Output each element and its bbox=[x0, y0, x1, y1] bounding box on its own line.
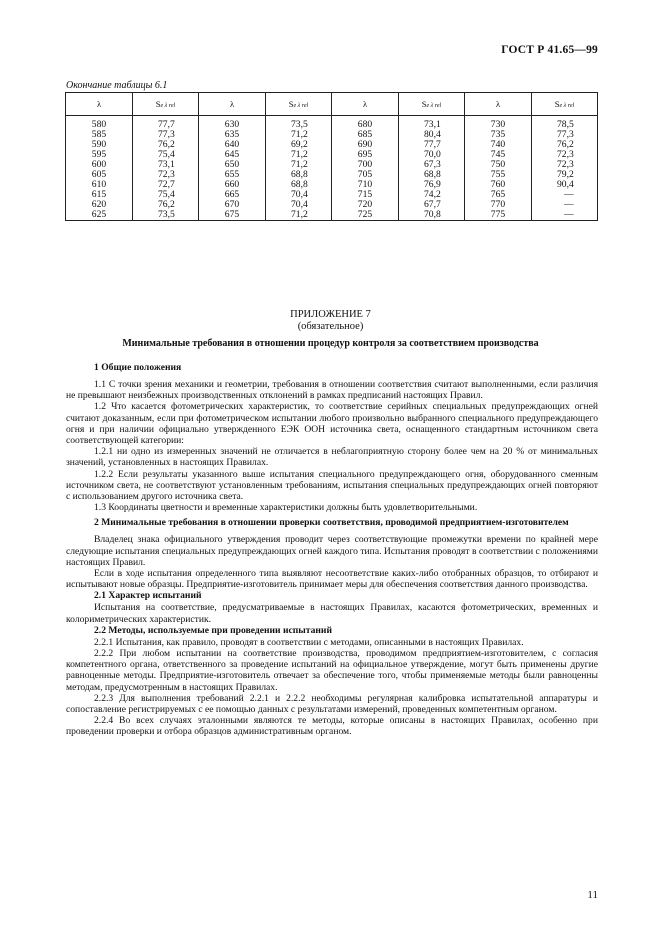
paragraph-1-2-1: 1.2.1 ни одно из измеренных значений не отличается в неблагоприятную сторону более чем на 20 % от минимальных значений, установленных в настоящих Правилах. bbox=[66, 446, 598, 469]
header-s-rel: Se λ rel bbox=[133, 93, 199, 116]
table-cell-s-rel: 80,4 bbox=[399, 130, 465, 140]
document-body bbox=[66, 362, 598, 738]
table-cell-s-rel: — bbox=[532, 200, 598, 210]
table-cell-lambda: 770 bbox=[465, 200, 532, 210]
table-cell-s-rel: 78,5 bbox=[532, 116, 598, 131]
table-cell-s-rel: 70,4 bbox=[266, 200, 332, 210]
section-2-title: 2 Минимальные требования в отношении проверки соответствия, проводимой предприятием-изготовителем bbox=[94, 517, 569, 529]
table-cell-lambda: 585 bbox=[66, 130, 133, 140]
table-cell-s-rel: 70,4 bbox=[266, 190, 332, 200]
table-row bbox=[66, 180, 598, 190]
table-cell-s-rel: 76,2 bbox=[133, 200, 199, 210]
page-number: 11 bbox=[587, 889, 598, 901]
table-cell-s-rel: 72,3 bbox=[532, 150, 598, 160]
spectral-table bbox=[65, 92, 598, 221]
table-cell-lambda: 750 bbox=[465, 160, 532, 170]
table-cell-s-rel: 68,8 bbox=[266, 180, 332, 190]
table-cell-s-rel: 75,4 bbox=[133, 150, 199, 160]
table-cell-lambda: 695 bbox=[332, 150, 399, 160]
annex-title: ПРИЛОЖЕНИЕ 7 bbox=[290, 309, 371, 320]
table-cell-lambda: 720 bbox=[332, 200, 399, 210]
paragraph-1-3: 1.3 Координаты цветности и временные характеристики должны быть удовлетворительными. bbox=[94, 502, 478, 514]
table-cell-s-rel: 77,7 bbox=[133, 116, 199, 131]
annex-subtitle: (обязательное) bbox=[297, 321, 364, 332]
table-cell-lambda: 625 bbox=[66, 210, 133, 221]
table-cell-lambda: 710 bbox=[332, 180, 399, 190]
paragraph-1-2-2: 1.2.2 Если результаты указанного выше испытания специального предупреждающего огня, оборудованного сменным источником света, не соответствуют установленным требованиям, испытания специальных предупреждающих огней повторяют с использованием другого источника света. bbox=[66, 468, 598, 503]
table-cell-lambda: 655 bbox=[199, 170, 266, 180]
section-2-2-title: 2.2 Методы, используемые при проведении испытаний bbox=[94, 624, 332, 636]
table-cell-lambda: 735 bbox=[465, 130, 532, 140]
table-cell-s-rel: 71,2 bbox=[266, 150, 332, 160]
table-row bbox=[66, 200, 598, 210]
table-cell-lambda: 705 bbox=[332, 170, 399, 180]
table-cell-s-rel: 77,3 bbox=[133, 130, 199, 140]
table-cell-lambda: 595 bbox=[66, 150, 133, 160]
annex-heading: Минимальные требования в отношении процедур контроля за соответствием производства bbox=[122, 338, 539, 349]
table-cell-lambda: 620 bbox=[66, 200, 133, 210]
table-cell-s-rel: 67,7 bbox=[399, 200, 465, 210]
table-cell-s-rel: 76,2 bbox=[532, 140, 598, 150]
table-caption: Окончание таблицы 6.1 bbox=[66, 80, 168, 91]
table-cell-lambda: 675 bbox=[199, 210, 266, 221]
table-cell-lambda: 650 bbox=[199, 160, 266, 170]
table-cell-s-rel: 73,1 bbox=[399, 116, 465, 131]
table-cell-s-rel: 70,8 bbox=[399, 210, 465, 221]
table-cell-lambda: 605 bbox=[66, 170, 133, 180]
table-cell-lambda: 680 bbox=[332, 116, 399, 131]
paragraph-1-2: 1.2 Что касается фотометрических характеристик, то соответствие серийных специальных предупреждающих огней считают доказанным, если при фотометрическом испытании любого произвольно выбранного специального предупреждающего огня и при наличии официально утвержденного ЕЭК ООН источника света, оснащенного стандартным источником света соответствующей категории: bbox=[66, 401, 598, 447]
table-cell-lambda: 740 bbox=[465, 140, 532, 150]
table-cell-s-rel: 77,3 bbox=[532, 130, 598, 140]
table-cell-lambda: 645 bbox=[199, 150, 266, 160]
header-lambda: λ bbox=[66, 93, 133, 116]
table-cell-lambda: 690 bbox=[332, 140, 399, 150]
table-cell-lambda: 660 bbox=[199, 180, 266, 190]
paragraph-2-a: Владелец знака официального утверждения проводит через соответствующие промежутки времени по крайней мере следующие испытания специальных предупреждающих огней каждого типа. Испытания проводят в соответствии с положениями настоящих Правил. bbox=[66, 534, 598, 568]
table-cell-s-rel: 72,3 bbox=[133, 170, 199, 180]
table-row bbox=[66, 130, 598, 140]
table-cell-s-rel: 69,2 bbox=[266, 140, 332, 150]
section-1-title: 1 Общие положения bbox=[94, 362, 182, 373]
table-cell-lambda: 600 bbox=[66, 160, 133, 170]
table-cell-lambda: 775 bbox=[465, 210, 532, 221]
paragraph-2-2-4: 2.2.4 Во всех случаях эталонными являются те методы, которые описаны в настоящих Правилах, особенно при проведении проверки и отбора образцов административным органом. bbox=[66, 715, 598, 738]
table-cell-lambda: 730 bbox=[465, 116, 532, 131]
paragraph-1-1: 1.1 С точки зрения механики и геометрии, требования в отношении соответствия считают выполненными, если различия не превышают неизбежных производственных отклонений в рамках предписаний настоящих Правил. bbox=[66, 379, 598, 402]
annex-label bbox=[0, 309, 661, 333]
table-cell-s-rel: 73,1 bbox=[133, 160, 199, 170]
header-lambda: λ bbox=[465, 93, 532, 116]
header-s-rel: Se λ rel bbox=[532, 93, 598, 116]
table-cell-lambda: 615 bbox=[66, 190, 133, 200]
table-cell-s-rel: 72,7 bbox=[133, 180, 199, 190]
table-cell-s-rel: 76,2 bbox=[133, 140, 199, 150]
paragraph-2-b: Если в ходе испытания определенного типа выявляют несоответствие каких-либо отобранных образцов, то отбирают и испытывают новые образцы. Предприятие-изготовитель принимает меры для обеспечения соответствия данного производства. bbox=[66, 568, 598, 591]
standard-number: ГОСТ Р 41.65—99 bbox=[501, 44, 598, 56]
table-cell-lambda: 760 bbox=[465, 180, 532, 190]
table-cell-s-rel: 72,3 bbox=[532, 160, 598, 170]
table-header-row bbox=[66, 93, 598, 116]
table-cell-lambda: 630 bbox=[199, 116, 266, 131]
header-lambda: λ bbox=[332, 93, 399, 116]
table-cell-lambda: 610 bbox=[66, 180, 133, 190]
paragraph-2-2-3: 2.2.3 Для выполнения требований 2.2.1 и 2.2.2 необходимы регулярная калибровка испытательной аппаратуры и сопоставление регистрируемых с ее помощью данных с результатами измерений, проведенных компетентным органом. bbox=[66, 692, 598, 716]
header-s-rel: Se λ rel bbox=[266, 93, 332, 116]
table-cell-lambda: 670 bbox=[199, 200, 266, 210]
table-cell-lambda: 580 bbox=[66, 116, 133, 131]
table-row bbox=[66, 170, 598, 180]
header-lambda: λ bbox=[199, 93, 266, 116]
table-cell-lambda: 715 bbox=[332, 190, 399, 200]
table-cell-s-rel: 67,3 bbox=[399, 160, 465, 170]
table-row bbox=[66, 150, 598, 160]
table-cell-lambda: 685 bbox=[332, 130, 399, 140]
table-cell-lambda: 590 bbox=[66, 140, 133, 150]
header-s-rel: Se λ rel bbox=[399, 93, 465, 116]
table-cell-s-rel: 90,4 bbox=[532, 180, 598, 190]
table-cell-s-rel: — bbox=[532, 210, 598, 221]
table-cell-s-rel: 73,5 bbox=[133, 210, 199, 221]
paragraph-2-1: Испытания на соответствие, предусматриваемые в настоящих Правилах, касаются фотометрических, временных и колориметрических характеристик. bbox=[66, 602, 598, 625]
table-cell-lambda: 725 bbox=[332, 210, 399, 221]
table-cell-s-rel: 74,2 bbox=[399, 190, 465, 200]
table-cell-s-rel: 75,4 bbox=[133, 190, 199, 200]
table-cell-lambda: 665 bbox=[199, 190, 266, 200]
table-cell-s-rel: 71,2 bbox=[266, 130, 332, 140]
table-row bbox=[66, 116, 598, 131]
table-row bbox=[66, 160, 598, 170]
table-body bbox=[66, 116, 598, 221]
table-cell-lambda: 635 bbox=[199, 130, 266, 140]
table-cell-s-rel: 79,2 bbox=[532, 170, 598, 180]
table-cell-lambda: 765 bbox=[465, 190, 532, 200]
table-cell-lambda: 700 bbox=[332, 160, 399, 170]
section-2-1-title: 2.1 Характер испытаний bbox=[94, 590, 202, 602]
table-cell-s-rel: 71,2 bbox=[266, 160, 332, 170]
table-cell-s-rel: 68,8 bbox=[399, 170, 465, 180]
table-row bbox=[66, 140, 598, 150]
table-cell-s-rel: 71,2 bbox=[266, 210, 332, 221]
table-cell-s-rel: 76,9 bbox=[399, 180, 465, 190]
table-cell-s-rel: 77,7 bbox=[399, 140, 465, 150]
table-cell-lambda: 745 bbox=[465, 150, 532, 160]
table-cell-lambda: 640 bbox=[199, 140, 266, 150]
table-row bbox=[66, 210, 598, 221]
table-cell-lambda: 755 bbox=[465, 170, 532, 180]
table-row bbox=[66, 190, 598, 200]
table-cell-s-rel: 70,0 bbox=[399, 150, 465, 160]
paragraph-2-2-2: 2.2.2 При любом испытании на соответствие производства, проводимом предприятием-изготовителем, с согласия компетентного органа, ответственного за проведение испытаний на официальное утверждение, могут быть применены другие равноценные методы. Предприятие-изготовитель отвечает за обеспечение того, чтобы применяемые методы были равноценны методам, предусмотренным в настоящих Правилах. bbox=[66, 648, 598, 693]
table-cell-s-rel: 73,5 bbox=[266, 116, 332, 131]
table-cell-s-rel: — bbox=[532, 190, 598, 200]
table-cell-s-rel: 68,8 bbox=[266, 170, 332, 180]
paragraph-2-2-1: 2.2.1 Испытания, как правило, проводят в соответствии с методами, описанными в настоящих Правилах. bbox=[94, 636, 524, 648]
